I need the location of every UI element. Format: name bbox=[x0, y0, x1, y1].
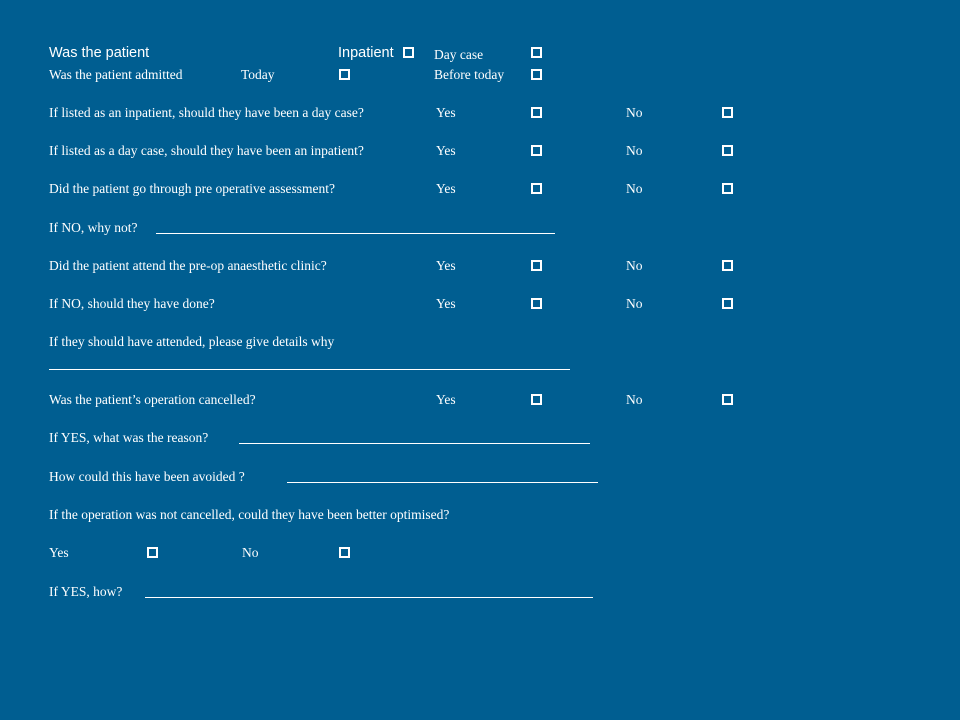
avoided-answer-line[interactable] bbox=[287, 482, 598, 483]
should-have-yes-checkbox[interactable] bbox=[531, 298, 542, 309]
daycase-inpatient-no-checkbox[interactable] bbox=[722, 145, 733, 156]
reason-question: If YES, what was the reason? bbox=[49, 430, 209, 445]
preop-assessment-no-checkbox[interactable] bbox=[722, 183, 733, 194]
optimised-no-checkbox[interactable] bbox=[339, 547, 350, 558]
should-have-yes-label: Yes bbox=[436, 296, 456, 311]
today-label: Today bbox=[241, 67, 275, 82]
why-not-answer-line[interactable] bbox=[156, 233, 555, 234]
inpatient-daycase-no-checkbox[interactable] bbox=[722, 107, 733, 118]
how-question: If YES, how? bbox=[49, 584, 123, 599]
inpatient-daycase-yes-label: Yes bbox=[436, 105, 456, 120]
should-have-no-checkbox[interactable] bbox=[722, 298, 733, 309]
daycase-inpatient-question: If listed as a day case, should they have been an inpatient? bbox=[49, 143, 364, 158]
optimised-yes-label: Yes bbox=[49, 545, 69, 560]
daycase-inpatient-no-label: No bbox=[626, 143, 643, 158]
details-why-question: If they should have attended, please give details why bbox=[49, 334, 335, 349]
inpatient-checkbox[interactable] bbox=[403, 47, 414, 58]
anaesthetic-clinic-no-label: No bbox=[626, 258, 643, 273]
should-have-question: If NO, should they have done? bbox=[49, 296, 215, 311]
before-today-label: Before today bbox=[434, 67, 505, 82]
day-case-checkbox[interactable] bbox=[531, 47, 542, 58]
details-why-answer-line[interactable] bbox=[49, 369, 570, 370]
anaesthetic-clinic-yes-checkbox[interactable] bbox=[531, 260, 542, 271]
cancelled-no-checkbox[interactable] bbox=[722, 394, 733, 405]
anaesthetic-clinic-yes-label: Yes bbox=[436, 258, 456, 273]
optimised-question: If the operation was not cancelled, could they have been better optimised? bbox=[49, 507, 450, 522]
admitted-question: Was the patient admitted bbox=[49, 67, 183, 82]
patient-type-question: Was the patient bbox=[49, 45, 150, 61]
before-today-checkbox[interactable] bbox=[531, 69, 542, 80]
anaesthetic-clinic-question: Did the patient attend the pre-op anaesthetic clinic? bbox=[49, 258, 327, 273]
inpatient-label: Inpatient bbox=[338, 45, 394, 61]
avoided-question: How could this have been avoided ? bbox=[49, 469, 245, 484]
inpatient-daycase-question: If listed as an inpatient, should they have been a day case? bbox=[49, 105, 364, 120]
optimised-no-label: No bbox=[242, 545, 259, 560]
preop-assessment-no-label: No bbox=[626, 181, 643, 196]
today-checkbox[interactable] bbox=[339, 69, 350, 80]
inpatient-daycase-no-label: No bbox=[626, 105, 643, 120]
anaesthetic-clinic-no-checkbox[interactable] bbox=[722, 260, 733, 271]
cancelled-yes-label: Yes bbox=[436, 392, 456, 407]
how-answer-line[interactable] bbox=[145, 597, 593, 598]
cancelled-yes-checkbox[interactable] bbox=[531, 394, 542, 405]
preop-assessment-yes-checkbox[interactable] bbox=[531, 183, 542, 194]
daycase-inpatient-yes-checkbox[interactable] bbox=[531, 145, 542, 156]
cancelled-question: Was the patient’s operation cancelled? bbox=[49, 392, 256, 407]
should-have-no-label: No bbox=[626, 296, 643, 311]
reason-answer-line[interactable] bbox=[239, 443, 590, 444]
daycase-inpatient-yes-label: Yes bbox=[436, 143, 456, 158]
inpatient-daycase-yes-checkbox[interactable] bbox=[531, 107, 542, 118]
cancelled-no-label: No bbox=[626, 392, 643, 407]
preop-assessment-yes-label: Yes bbox=[436, 181, 456, 196]
preop-assessment-question: Did the patient go through pre operative assessment? bbox=[49, 181, 336, 196]
day-case-label: Day case bbox=[434, 47, 484, 62]
why-not-question: If NO, why not? bbox=[49, 220, 138, 235]
optimised-yes-checkbox[interactable] bbox=[147, 547, 158, 558]
